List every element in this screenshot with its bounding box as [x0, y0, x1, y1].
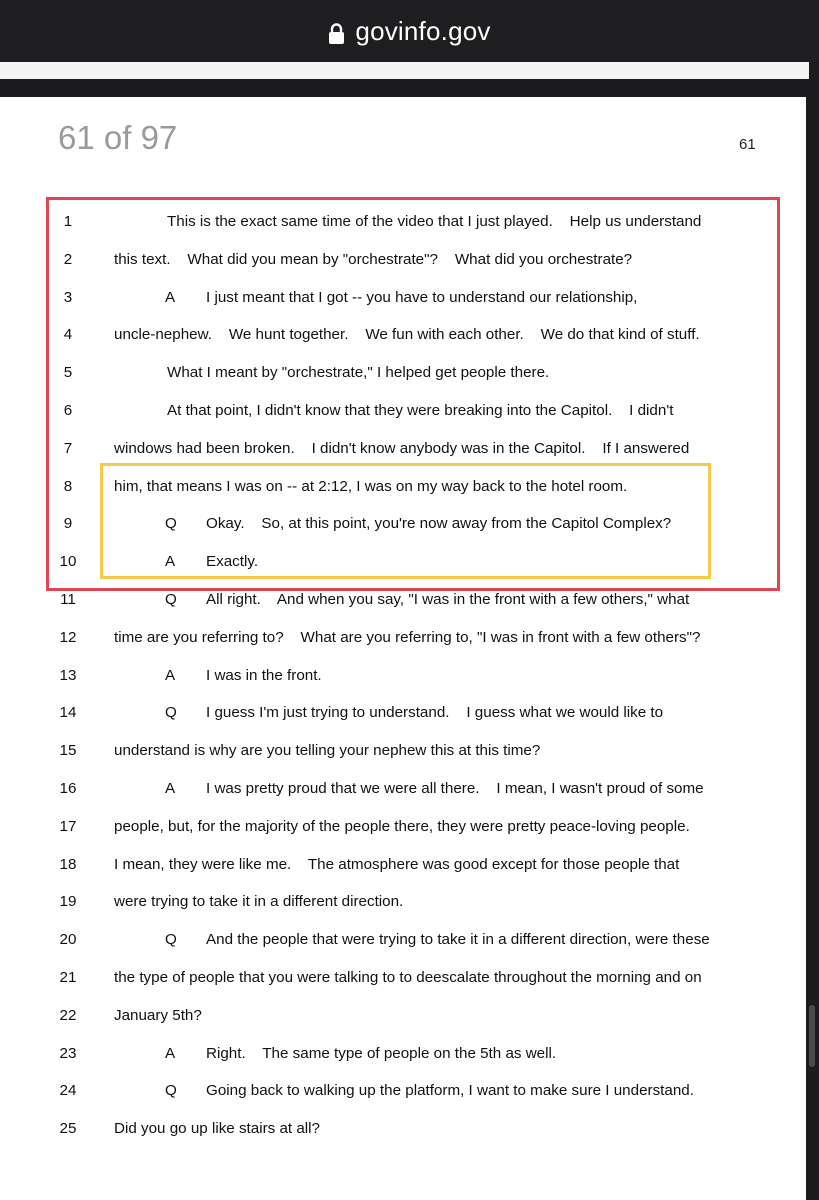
line-number: 23	[59, 1044, 77, 1062]
line-number: 19	[59, 893, 77, 911]
line-text: Did you go up like stairs at all?	[114, 1120, 320, 1138]
line-number: 21	[59, 969, 77, 986]
line-text: What I meant by "orchestrate," I helped get people there.	[167, 364, 550, 382]
page-number: 61	[739, 136, 756, 153]
speaker-label: A	[165, 780, 176, 797]
yellow-highlight-box	[100, 463, 711, 579]
line-text: At that point, I didn't know that they were breaking into the Capitol. I didn't	[167, 402, 674, 419]
transcript-line	[0, 856, 806, 886]
transcript-line	[0, 629, 806, 659]
line-number: 7	[63, 439, 73, 457]
speaker-label: A	[165, 666, 176, 684]
line-number: 8	[63, 477, 73, 495]
speaker-label: Q	[165, 1082, 177, 1100]
line-text: were trying to take it in a different direction.	[114, 893, 404, 911]
line-text: him, that means I was on -- at 2:12, I was on my way back to the hotel room.	[114, 477, 628, 495]
viewer-toolbar	[0, 62, 809, 80]
line-text: All right. And when you say, "I was in the front with a few others," what	[206, 591, 690, 608]
transcript-line	[0, 969, 806, 999]
speaker-label: A	[165, 288, 176, 306]
line-text: this text. What did you mean by "orchestrate"? What did you orchestrate?	[114, 250, 633, 268]
line-number: 9	[63, 515, 73, 533]
line-number: 3	[63, 288, 73, 306]
line-number: 15	[59, 742, 77, 760]
speaker-label: Q	[165, 515, 177, 533]
line-number: 6	[63, 402, 73, 419]
line-number: 14	[59, 704, 77, 722]
line-number: 1	[63, 213, 73, 230]
line-text: I was pretty proud that we were all there. I mean, I wasn't proud of some	[206, 780, 704, 797]
line-text: the type of people that you were talking to to deescalate throughout the morning and on	[114, 969, 702, 986]
browser-domain: govinfo.gov	[355, 15, 491, 46]
line-text: people, but, for the majority of the people there, they were pretty peace-loving people.	[114, 817, 690, 835]
speaker-label: Q	[165, 591, 177, 608]
transcript-line	[0, 1120, 806, 1150]
transcript-line	[0, 931, 806, 961]
line-text: uncle-nephew. We hunt together. We fun with each other. We do that kind of stuff.	[114, 326, 700, 344]
line-text: I guess I'm just trying to understand. I guess what we would like to	[206, 704, 664, 722]
transcript-line	[0, 1082, 806, 1112]
line-number: 12	[59, 628, 77, 646]
line-number: 2	[63, 250, 73, 268]
line-number: 16	[59, 780, 77, 797]
line-text: I mean, they were like me. The atmosphere was good except for those people that	[114, 855, 680, 873]
line-number: 4	[63, 326, 73, 344]
line-number: 25	[59, 1120, 77, 1138]
line-text: January 5th?	[114, 1006, 202, 1024]
browser-address-bar[interactable]	[0, 0, 819, 62]
speaker-label: A	[165, 553, 176, 571]
transcript-line	[0, 1007, 806, 1037]
speaker-label: Q	[165, 704, 177, 722]
line-text: time are you referring to? What are you referring to, "I was in front with a few others"?	[114, 628, 701, 646]
lock-icon	[328, 21, 345, 43]
line-text: Going back to walking up the platform, I want to make sure I understand.	[206, 1082, 694, 1100]
line-number: 18	[59, 855, 77, 873]
scrollbar-thumb[interactable]	[809, 1005, 815, 1067]
line-number: 17	[59, 817, 77, 835]
line-text: This is the exact same time of the video that I just played. Help us understand	[167, 213, 702, 230]
line-text: Exactly.	[206, 553, 259, 571]
line-number: 20	[59, 931, 77, 949]
speaker-label: A	[165, 1044, 176, 1062]
transcript-line	[0, 591, 806, 621]
line-number: 24	[59, 1082, 77, 1100]
transcript-line	[0, 1045, 806, 1075]
transcript-line	[0, 742, 806, 772]
line-number: 5	[63, 364, 73, 382]
line-number: 22	[59, 1006, 77, 1024]
transcript-line	[0, 667, 806, 697]
line-text: I just meant that I got -- you have to understand our relationship,	[206, 288, 638, 306]
transcript-line	[0, 780, 806, 810]
transcript-line	[0, 704, 806, 734]
speaker-label: Q	[165, 931, 177, 949]
line-number: 10	[59, 553, 77, 571]
line-number: 13	[59, 666, 77, 684]
transcript-line	[0, 893, 806, 923]
line-number: 11	[60, 591, 76, 608]
line-text: Okay. So, at this point, you're now away from the Capitol Complex?	[206, 515, 672, 533]
viewer-gutter	[0, 79, 819, 97]
transcript-line	[0, 818, 806, 848]
line-text: windows had been broken. I didn't know anybody was in the Capitol. If I answered	[114, 439, 690, 457]
page-indicator: 61 of 97	[58, 119, 178, 156]
line-text: I was in the front.	[206, 666, 322, 684]
document-page	[0, 97, 806, 1200]
line-text: And the people that were trying to take it in a different direction, were these	[206, 931, 710, 949]
line-text: understand is why are you telling your nephew this at this time?	[114, 742, 541, 760]
line-text: Right. The same type of people on the 5th as well.	[206, 1044, 557, 1062]
